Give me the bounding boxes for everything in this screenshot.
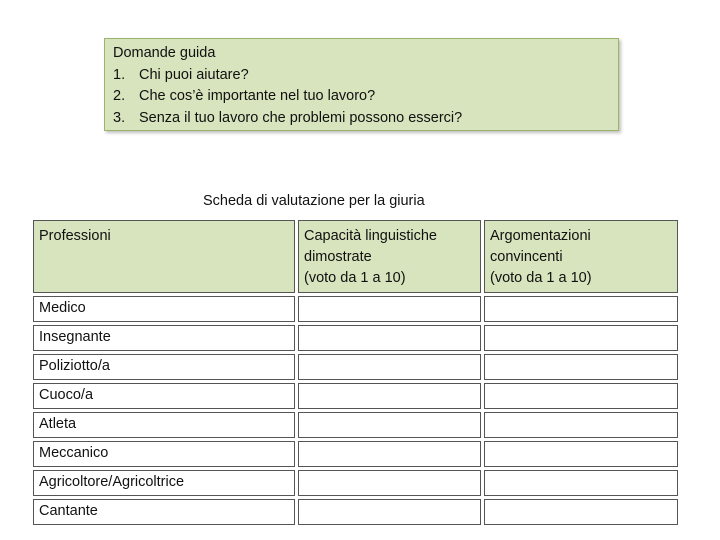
header-professions-label: Professioni	[39, 228, 111, 244]
header-linguistic-line: Capacità linguistiche	[304, 228, 437, 244]
table-row	[33, 354, 678, 380]
header-arguments	[484, 220, 678, 293]
table-row	[33, 296, 678, 322]
arguments-score-cell[interactable]	[484, 354, 678, 380]
profession-cell: Poliziotto/a	[33, 354, 295, 380]
guide-title: Domande guida	[113, 45, 216, 61]
linguistic-score-cell[interactable]	[298, 412, 481, 438]
question-text: Che cos’è importante nel tuo lavoro?	[139, 88, 376, 104]
linguistic-score-cell[interactable]	[298, 354, 481, 380]
question-number: 2.	[113, 88, 126, 104]
table-row	[33, 441, 678, 467]
linguistic-score-cell[interactable]	[298, 383, 481, 409]
header-professions	[33, 220, 295, 293]
linguistic-score-cell[interactable]	[298, 441, 481, 467]
question-text: Senza il tuo lavoro che problemi possono esserci?	[139, 109, 463, 126]
profession-cell: Agricoltore/Agricoltrice	[33, 470, 295, 496]
header-linguistic	[298, 220, 481, 293]
profession-cell: Medico	[33, 296, 295, 322]
arguments-score-cell[interactable]	[484, 296, 678, 322]
profession-cell: Insegnante	[33, 325, 295, 351]
table-caption: Scheda di valutazione per la giuria	[203, 193, 425, 209]
table-row	[33, 470, 678, 496]
header-linguistic-line: dimostrate	[304, 249, 372, 265]
guide-question	[113, 86, 610, 108]
linguistic-score-cell[interactable]	[298, 325, 481, 351]
evaluation-table	[30, 217, 681, 528]
arguments-score-cell[interactable]	[484, 499, 678, 525]
arguments-score-cell[interactable]	[484, 412, 678, 438]
table-row	[33, 499, 678, 525]
profession-cell: Atleta	[33, 412, 295, 438]
arguments-score-cell[interactable]	[484, 383, 678, 409]
table-row	[33, 412, 678, 438]
guide-question	[113, 108, 610, 130]
arguments-score-cell[interactable]	[484, 441, 678, 467]
profession-cell: Cuoco/a	[33, 383, 295, 409]
question-number: 3.	[113, 109, 126, 126]
table-row	[33, 325, 678, 351]
header-arguments-line: Argomentazioni	[490, 228, 591, 244]
guide-question	[113, 65, 610, 87]
table-row	[33, 383, 678, 409]
arguments-score-cell[interactable]	[484, 325, 678, 351]
question-text: Chi puoi aiutare?	[139, 66, 249, 83]
header-arguments-line: (voto da 1 a 10)	[490, 270, 592, 286]
header-linguistic-line: (voto da 1 a 10)	[304, 270, 406, 286]
profession-cell: Cantante	[33, 499, 295, 525]
linguistic-score-cell[interactable]	[298, 296, 481, 322]
table-header-row	[33, 220, 678, 293]
profession-cell: Meccanico	[33, 441, 295, 467]
question-number: 1.	[113, 66, 126, 83]
linguistic-score-cell[interactable]	[298, 499, 481, 525]
arguments-score-cell[interactable]	[484, 470, 678, 496]
header-arguments-line: convincenti	[490, 249, 563, 265]
guide-questions-box	[104, 38, 619, 131]
linguistic-score-cell[interactable]	[298, 470, 481, 496]
